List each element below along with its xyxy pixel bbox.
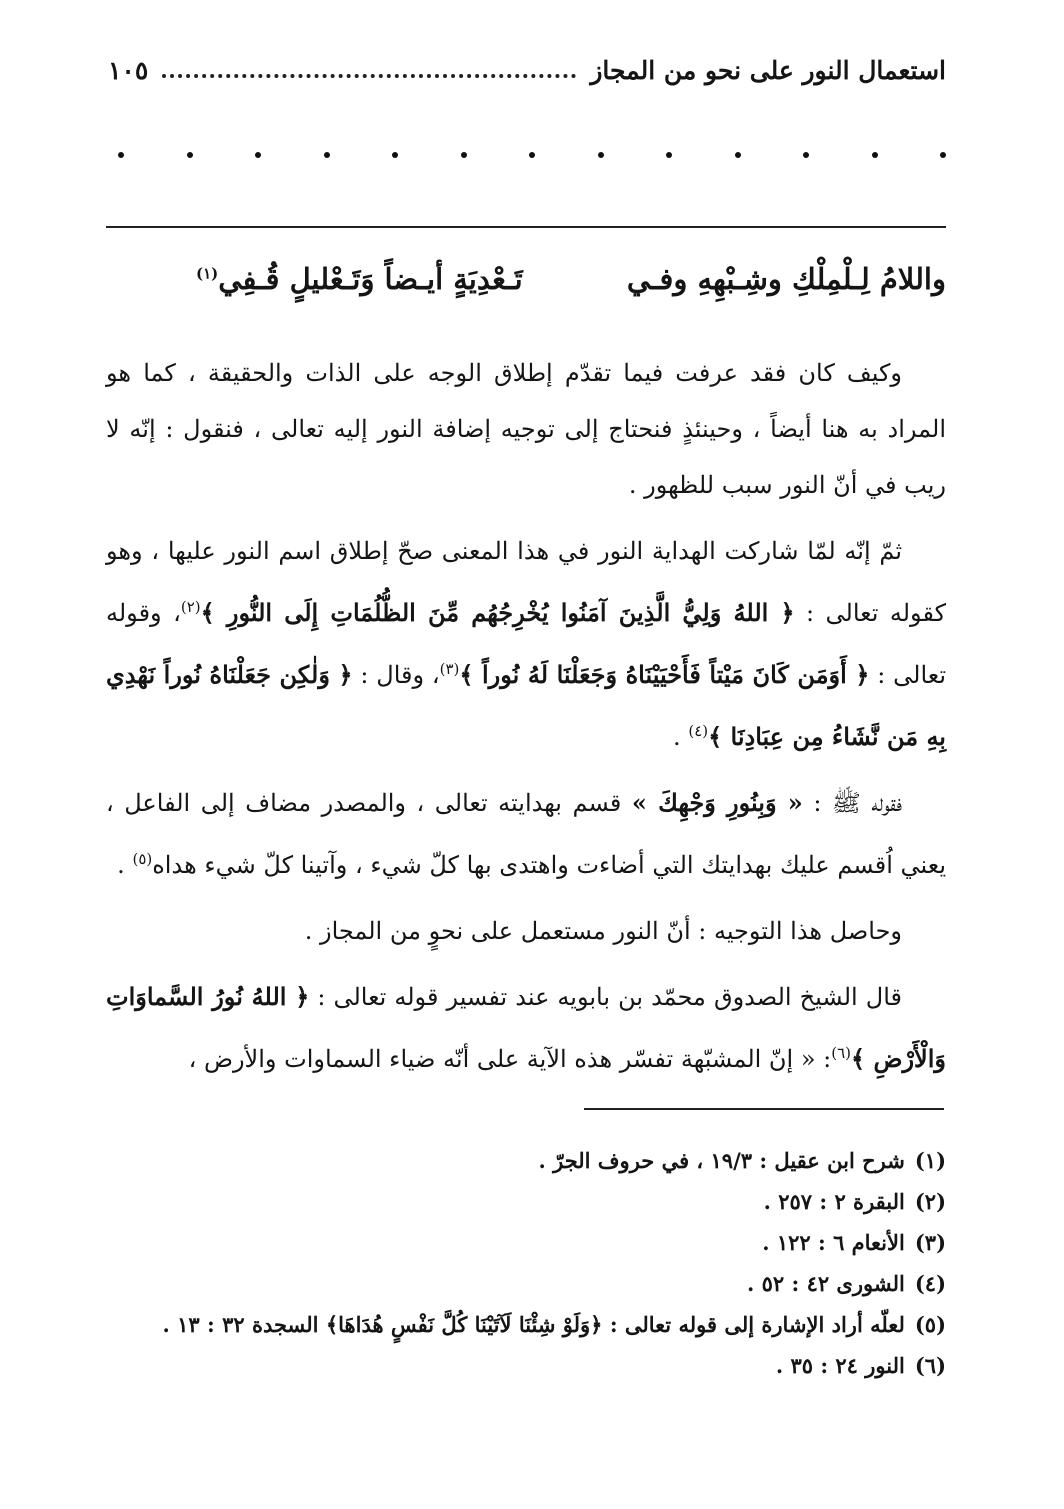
footnote <box>106 1345 946 1386</box>
footnote-ref: (٦) <box>831 1044 852 1062</box>
ornament-dot <box>461 152 467 158</box>
paragraph <box>106 775 946 893</box>
paragraph-text: قال الشيخ الصدوق محمّد بن بابويه عند تفسير قوله تعالى : <box>317 983 902 1011</box>
footnote-text: شرح ابن عقيل : ١٩/٣ ، في حروف الجرّ . <box>538 1148 905 1173</box>
footnote-ref: (١) <box>196 264 219 283</box>
verse-hemistich-first: واللامُ لِـلْمِلْكِ وشِـبْهِهِ وفـي <box>626 262 946 296</box>
paragraph-text: : « إنّ المشبّهة تفسّر هذه الآية على أنّه ضياء السماوات والأرض ، <box>188 1045 832 1073</box>
paragraph-text: . <box>117 851 125 879</box>
ornament-dot <box>392 152 398 158</box>
prayer-quote: « وَبِنُورِ وَجْهِكَ » <box>631 788 803 817</box>
paragraph <box>106 903 946 959</box>
ornament-dot <box>255 152 261 158</box>
footnote <box>106 1304 946 1345</box>
main-text <box>106 345 946 1097</box>
quran-quote: ﴿ وَلٰكِن جَعَلْنَاهُ نُوراً نَهْدِي بِهِ مَن نَّشَاءُ مِن عِبَادِنَا ﴾ <box>106 660 946 751</box>
paragraph-text: فقوله ﷺ : <box>813 789 902 817</box>
footnote-number: (٥) <box>914 1312 946 1337</box>
footnote-number: (٣) <box>914 1230 946 1255</box>
verse-hemistich-second-text: تَـعْدِيَةٍ أيـضاً وَتَـعْليلٍ قُـفِي <box>218 262 523 296</box>
ornament-dot <box>324 152 330 158</box>
paragraph <box>106 523 946 765</box>
footnote <box>106 1222 946 1263</box>
ornament-dots <box>118 143 946 167</box>
footnote-text: لعلّه أراد الإشارة إلى قوله تعالى : <box>609 1312 905 1337</box>
ornament-dot <box>187 152 193 158</box>
footnote-quran-quote: ﴿وَلَوْ شِئْنَا لَآتَيْنَا كُلَّ نَفْسٍ هُدَاهَا﴾ <box>325 1312 603 1337</box>
quran-quote: ﴿ أَوَمَن كَانَ مَيْتاً فَأَحْيَيْنَاهُ وَجَعَلْنَا لَهُ نُوراً ﴾ <box>459 660 870 689</box>
page-number: ١٠٥ <box>108 55 149 85</box>
verse-hemistich-second <box>196 262 523 296</box>
paragraph-text: . <box>673 723 681 751</box>
footnote-number: (٢) <box>914 1189 946 1214</box>
paragraph-text: ، وقوله تعالى : <box>106 599 947 689</box>
ornament-dot <box>598 152 604 158</box>
paragraph <box>106 969 946 1087</box>
ornament-dot <box>529 152 535 158</box>
quran-quote: ﴿ اللهُ وَلِيُّ الَّذِينَ آمَنُوا يُخْرِجُهُم مِّنَ الظُّلُمَاتِ إِلَى النُّورِ ﴾ <box>200 598 795 627</box>
footnote-text: البقرة ٢ : ٢٥٧ . <box>763 1189 905 1214</box>
footnote <box>106 1140 946 1181</box>
quran-quote: ﴿ اللهُ نُورُ السَّماوَاتِ وَالْأَرْضِ ﴾ <box>106 982 946 1073</box>
footnote-ref: (٤) <box>688 722 709 740</box>
footnote-number: (٤) <box>914 1271 946 1296</box>
footnotes <box>106 1140 946 1386</box>
running-header <box>108 50 946 90</box>
ornament-dot <box>118 152 124 158</box>
footnote-ref: (٥) <box>132 850 153 868</box>
footnote-number: (١) <box>914 1148 946 1173</box>
footnote-ref: (٣) <box>439 660 460 678</box>
ornament-dot <box>872 152 878 158</box>
paragraph-text: قسم بهدايته تعالى ، والمصدر مضاف إلى الفاعل ، يعني اُقسم عليك بهدايتك التي أضاءت واهتدى بها كلّ شيء ، وآتينا كلّ شيء هداه <box>106 789 946 879</box>
footnote-text: الشورى ٤٢ : ٥٢ . <box>747 1271 905 1296</box>
poetry-verse <box>106 262 946 306</box>
paragraph-text: وكيف كان فقد عرفت فيما تقدّم إطلاق الوجه على الذات والحقيقة ، كما هو المراد به هنا أيضاً ، وحينئذٍ فنحتاج إلى توجيه إضافة النور إليه تعالى ، فنقول : إنّه لا ريب في أنّ النور سبب للظهور . <box>106 359 946 499</box>
footnote <box>106 1263 946 1304</box>
ornament-dot <box>940 152 946 158</box>
running-title: استعمال النور على نحو من المجاز <box>590 55 946 85</box>
footnote-ref: (٢) <box>180 598 201 616</box>
paragraph-text: ثمّ إنّه لمّا شاركت الهداية النور في هذا المعنى صحّ إطلاق اسم النور عليها ، وهو كقوله تعالى : <box>106 537 947 627</box>
ornament-dot <box>666 152 672 158</box>
footnote-rule <box>584 1108 944 1110</box>
paragraph <box>106 345 946 513</box>
footnote-number: (٦) <box>914 1353 946 1378</box>
paragraph-text: ، وقال : <box>360 661 440 689</box>
ornament-dot <box>735 152 741 158</box>
footnote-text: النور ٢٤ : ٣٥ . <box>775 1353 905 1378</box>
footnote-text: السجدة ٣٢ : ١٣ . <box>162 1312 319 1337</box>
footnote <box>106 1181 946 1222</box>
ornament-dot <box>803 152 809 158</box>
dot-leader <box>162 62 576 78</box>
header-rule <box>106 226 946 228</box>
paragraph-text: وحاصل هذا التوجيه : أنّ النور مستعمل على نحوٍ من المجاز . <box>304 917 902 945</box>
footnote-text: الأنعام ٦ : ١٢٢ . <box>762 1230 905 1255</box>
